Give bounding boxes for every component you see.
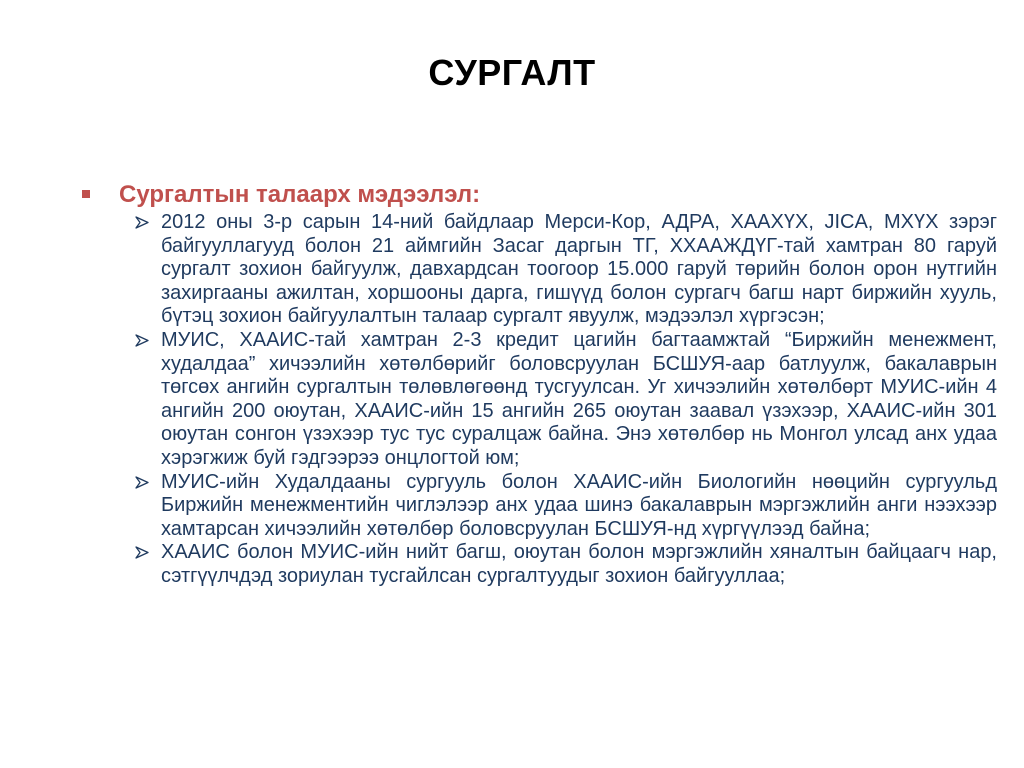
bullet-list xyxy=(135,211,997,589)
bullet-item xyxy=(135,541,997,588)
square-bullet-icon xyxy=(82,190,90,198)
arrow-bullet-icon xyxy=(135,546,149,559)
arrow-bullet-icon xyxy=(135,216,149,229)
bullet-item xyxy=(135,211,997,329)
section-heading-text: Сургалтын талаарх мэдээлэл: xyxy=(119,181,481,208)
bullet-item xyxy=(135,471,997,542)
bullet-item-text: МУИС, ХААИС-тай хамтран 2-3 кредит цагийн багтаамжтай “Биржийн менежмент, худалдаа” хичээлийн хөтөлбөрийг боловсруулан БСШУЯ-аар батлуулж, бакалаврын төгсөх ангийн сургалтын төлөвлөгөөнд тусгуулсан. Уг хичээлийн хөтөлбөрт МУИС-ийн 4 ангийн 200 оюутан, ХААИС-ийн 15 ангийн 265 оюутан заавал үзэхээр, ХААИС-ийн 301 оюутан сонгон үзэхээр тус тус суралцаж байна. Энэ хөтөлбөр нь Монгол улсад анх удаа хэрэгжиж буй гэдгээрээ онцлогтой юм; xyxy=(161,328,997,469)
arrow-bullet-icon xyxy=(135,476,149,489)
bullet-item-text: 2012 оны 3-р сарын 14-ний байдлаар Мерси-Кор, АДРА, ХААХҮХ, JICA, МХҮХ зэрэг байгууллагууд болон 21 аймгийн Засаг даргын ТГ, ХХААЖДҮГ-тай хамтран 80 гаруй сургалт зохион байгуулж, давхардсан тоогоор 15.000 гаруй төрийн болон орон нутгийн захиргааны ажилтан, хоршооны дарга, гишүүд болон сургагч багш нарт биржийн хууль, бүтэц зохион байгуулалтын талаар сургалт явуулж, мэдээлэл хүргэсэн; xyxy=(161,211,997,328)
bullet-item-text: ХААИС болон МУИС-ийн нийт багш, оюутан болон мэргэжлийн хяналтын байцаагч нар, сэтгүүлчдэд зориулан тусгайлсан сургалтуудыг зохион байгууллаа; xyxy=(161,541,997,587)
section-heading xyxy=(82,181,480,209)
slide-title: СУРГАЛТ xyxy=(428,52,596,93)
bullet-item xyxy=(135,329,997,471)
arrow-bullet-icon xyxy=(135,334,149,347)
bullet-item-text: МУИС-ийн Худалдааны сургууль болон ХААИС-ийн Биологийн нөөцийн сургуульд Биржийн менежментийн чиглэлээр анх удаа шинэ бакалаврын мэргэжлийн анги нээхээр хамтарсан хичээлийн хөтөлбөр боловсруулан БСШУЯ-нд хүргүүлээд байна; xyxy=(161,470,997,540)
